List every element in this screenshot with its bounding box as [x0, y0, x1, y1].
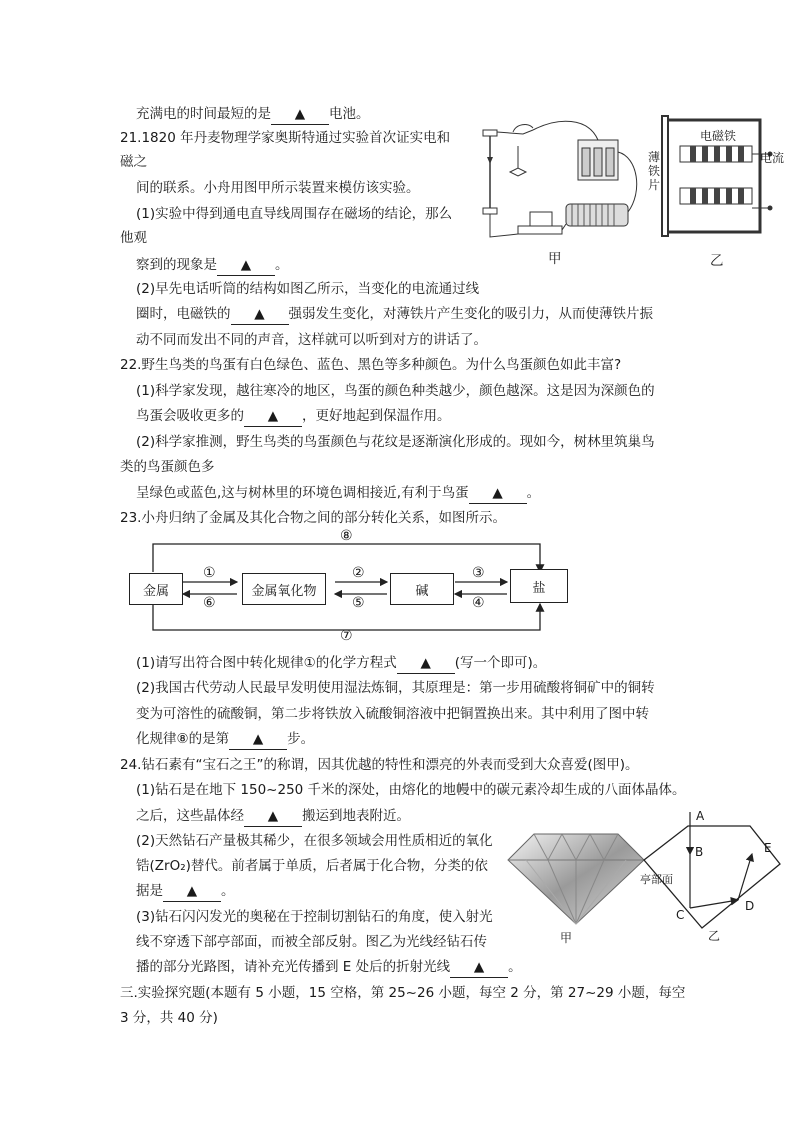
q22-stem: 22.野生鸟类的鸟蛋有白色绿色、蓝色、黑色等多种颜色。为什么鸟蛋颜色如此丰富? — [120, 357, 622, 373]
q20-tail-line: 充满电的时间最短的是 ▲ 电池。 — [136, 104, 370, 125]
arrow-label-1: ① — [203, 565, 216, 581]
answer-blank[interactable]: ▲ — [231, 304, 289, 325]
pavilion-face-label: 亭部面 — [640, 873, 673, 886]
section3-heading-line1: 三.实验探究题(本题有 5 小题，15 空格，第 25~26 小题，每空 2 分，第 27~29 小题，每空 — [120, 985, 686, 1001]
point-d-label: D — [745, 899, 755, 913]
arrow-label-6: ⑥ — [203, 595, 216, 611]
answer-blank[interactable]: ▲ — [217, 255, 275, 276]
current-label: 电流 — [760, 151, 785, 165]
q21-stem-line2: 磁之 — [120, 154, 147, 170]
box-metal: 金属 — [129, 573, 183, 605]
arrow-label-2: ② — [352, 565, 365, 581]
answer-blank[interactable]: ▲ — [271, 104, 329, 125]
arrow-label-5: ⑤ — [352, 595, 365, 611]
q21-part1-line2: 他观 — [120, 230, 147, 246]
diamond-illustration — [506, 826, 646, 926]
q24-part2-line1: (2)天然钻石产量极其稀少，在很多领域会用性质相近的氧化 — [136, 833, 493, 849]
light-path-figure-yi-label: 乙 — [708, 929, 721, 943]
section3-heading-line2: 3 分，共 40 分) — [120, 1010, 218, 1026]
q23-part2-line3: 化规律⑧的是第 ▲ 步。 — [136, 729, 314, 750]
point-c-label: C — [676, 908, 685, 922]
q21-part1-line1: (1)实验中得到通电直导线周围存在磁场的结论，那么 — [136, 206, 453, 222]
thin-iron-label: 薄铁片 — [648, 150, 661, 192]
diamond-figure-jia-label: 甲 — [560, 931, 573, 945]
q24-part3-line2: 线不穿透下部亭部面，而被全部反射。图乙为光线经钻石传 — [136, 934, 487, 950]
electromagnet-label: 电磁铁 — [700, 129, 737, 143]
q24-part3-line3: 播的部分光路图，请补充光传播到 E 处后的折射光线 ▲ 。 — [136, 957, 522, 978]
q21-figure-yi-label: 乙 — [710, 253, 724, 269]
answer-blank[interactable]: ▲ — [229, 729, 287, 750]
q22-part2-line1: (2)科学家推测，野生鸟类的鸟蛋颜色与花纹是逐渐演化形成的。现如今，树林里筑巢鸟 — [136, 434, 655, 450]
q24-part2-line2: 锆(ZrO₂)替代。前者属于单质，后者属于化合物，分类的依 — [136, 858, 488, 874]
q21-figure-jia-label: 甲 — [548, 251, 562, 267]
point-a-label: A — [696, 809, 705, 823]
q21-part1-line3: 察到的现象是 ▲ 。 — [136, 255, 289, 276]
q24-part2-line3: 据是 ▲ 。 — [136, 881, 235, 902]
q23-part1: (1)请写出符合图中转化规律①的化学方程式 ▲ (写一个即可)。 — [136, 653, 546, 674]
arrow-label-4: ④ — [472, 595, 485, 611]
q23-stem: 23.小舟归纳了金属及其化合物之间的部分转化关系，如图所示。 — [120, 510, 506, 526]
q22-part2-line2: 类的鸟蛋颜色多 — [120, 459, 215, 475]
answer-blank[interactable]: ▲ — [244, 806, 302, 827]
q24-part1-line2: 之后，这些晶体经 ▲ 搬运到地表附近。 — [136, 806, 410, 827]
q23-part2-line2: 变为可溶性的硫酸铜，第二步将铁放入硫酸铜溶液中把铜置换出来。其中利用了图中转 — [136, 706, 649, 722]
answer-blank[interactable]: ▲ — [163, 881, 221, 902]
q24-part3-line1: (3)钻石闪闪发光的奥秘在于控制切割钻石的角度，使入射光 — [136, 909, 493, 925]
q24-stem: 24.钻石素有“宝石之王”的称谓，因其优越的特性和漂亮的外表而受到大众喜爱(图甲)。 — [120, 757, 639, 773]
answer-blank[interactable]: ▲ — [469, 483, 527, 504]
box-salt: 盐 — [510, 569, 568, 603]
point-b-label: B — [695, 845, 704, 859]
q24-part1-line1: (1)钻石是在地下 150~250 千米的深处，由熔化的地幔中的碳元素冷却生成的八面体晶体。 — [136, 782, 686, 798]
q22-part1-line1: (1)科学家发现，越往寒冷的地区，鸟蛋的颜色种类越少，颜色越深。这是因为深颜色的 — [136, 383, 655, 399]
q21-stem-line3: 间的联系。小舟用图甲所示装置来模仿该实验。 — [136, 180, 420, 196]
q21-part2-line1: (2)早先电话听筒的结构如图乙所示，当变化的电流通过线 — [136, 281, 480, 297]
arrow-label-8: ⑧ — [340, 528, 353, 544]
q21-part2-line2: 圈时，电磁铁的 ▲ 强弱发生变化，对薄铁片产生变化的吸引力，从而使薄铁片振 — [136, 304, 653, 325]
q22-part1-line2: 鸟蛋会吸收更多的 ▲ ，更好地起到保温作用。 — [136, 406, 451, 427]
box-base: 碱 — [390, 573, 454, 605]
answer-blank[interactable]: ▲ — [450, 957, 508, 978]
q21-stem-line1: 21.1820 年丹麦物理学家奥斯特通过实验首次证实电和 — [120, 130, 451, 146]
q22-part2-line3: 呈绿色或蓝色,这与树林里的环境色调相接近,有利于鸟蛋 ▲ 。 — [136, 483, 540, 504]
answer-blank[interactable]: ▲ — [244, 406, 302, 427]
arrow-label-7: ⑦ — [340, 628, 353, 644]
box-metal-oxide: 金属氧化物 — [242, 573, 326, 605]
point-e-label: E — [764, 841, 772, 855]
q21-figure-jia — [478, 112, 648, 272]
answer-blank[interactable]: ▲ — [397, 653, 455, 674]
q21-part2-line3: 动不同而发出不同的声音，这样就可以听到对方的讲话了。 — [136, 332, 487, 348]
arrow-label-3: ③ — [472, 565, 485, 581]
q23-part2-line1: (2)我国古代劳动人民最早发明使用湿法炼铜，其原理是：第一步用硫酸将铜矿中的铜转 — [136, 680, 655, 696]
